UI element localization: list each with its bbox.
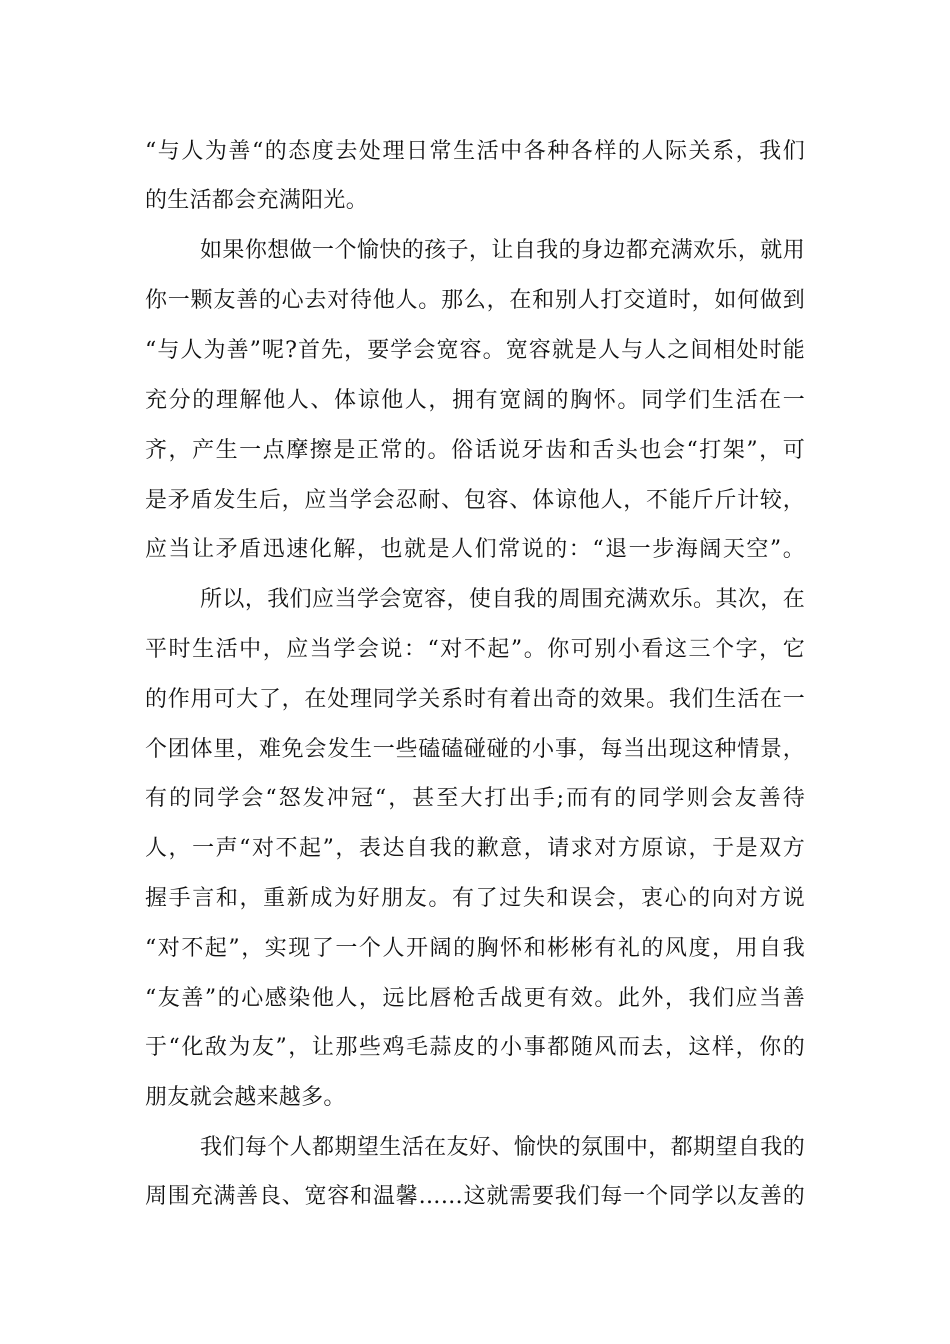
text-line: 应当让矛盾迅速化解，也就是人们常说的：“退一步海阔天空”。: [145, 537, 805, 562]
text-line: 握手言和，重新成为好朋友。有了过失和误会，衷心的向对方说: [145, 886, 805, 911]
text-line: 是矛盾发生后，应当学会忍耐、包容、体谅他人，不能斤斤计较，: [145, 488, 805, 513]
text-line: 的生活都会充满阳光。: [145, 188, 369, 213]
text-line: 如果你想做一个愉快的孩子，让自我的身边都充满欢乐，就用: [200, 238, 805, 263]
text-line: 我们每个人都期望生活在友好、愉快的氛围中，都期望自我的: [200, 1135, 805, 1160]
text-line: 于“化敌为友”，让那些鸡毛蒜皮的小事都随风而去，这样，你的: [145, 1035, 805, 1060]
text-line: “与人为善“的态度去处理日常生活中各种各样的人际关系，我们: [145, 139, 805, 164]
text-line: 人，一声“对不起”，表达自我的歉意，请求对方原谅，于是双方: [145, 836, 805, 861]
text-line: 周围充满善良、宽容和温馨……这就需要我们每一个同学以友善的: [145, 1184, 805, 1209]
text-line: 齐，产生一点摩擦是正常的。俗话说牙齿和舌头也会“打架”，可: [145, 438, 805, 463]
text-line: 有的同学会“怒发冲冠“，甚至大打出手;而有的同学则会友善待: [145, 786, 805, 811]
text-line: 你一颗友善的心去对待他人。那么，在和别人打交道时，如何做到: [145, 288, 805, 313]
text-line: 的作用可大了，在处理同学关系时有着出奇的效果。我们生活在一: [145, 687, 805, 712]
text-line: 个团体里，难免会发生一些磕磕碰碰的小事，每当出现这种情景，: [145, 737, 805, 762]
text-line: “友善”的心感染他人，远比唇枪舌战更有效。此外，我们应当善: [145, 986, 805, 1011]
text-line: 充分的理解他人、体谅他人，拥有宽阔的胸怀。同学们生活在一: [145, 388, 805, 413]
text-line: “与人为善”呢?首先，要学会宽容。宽容就是人与人之间相处时能: [145, 338, 805, 363]
text-line: 所以，我们应当学会宽容，使自我的周围充满欢乐。其次，在: [200, 587, 805, 612]
text-line: 平时生活中，应当学会说：“对不起”。你可别小看这三个字，它: [145, 637, 805, 662]
text-line: “对不起”，实现了一个人开阔的胸怀和彬彬有礼的风度，用自我: [145, 936, 805, 961]
text-line: 朋友就会越来越多。: [145, 1085, 346, 1110]
